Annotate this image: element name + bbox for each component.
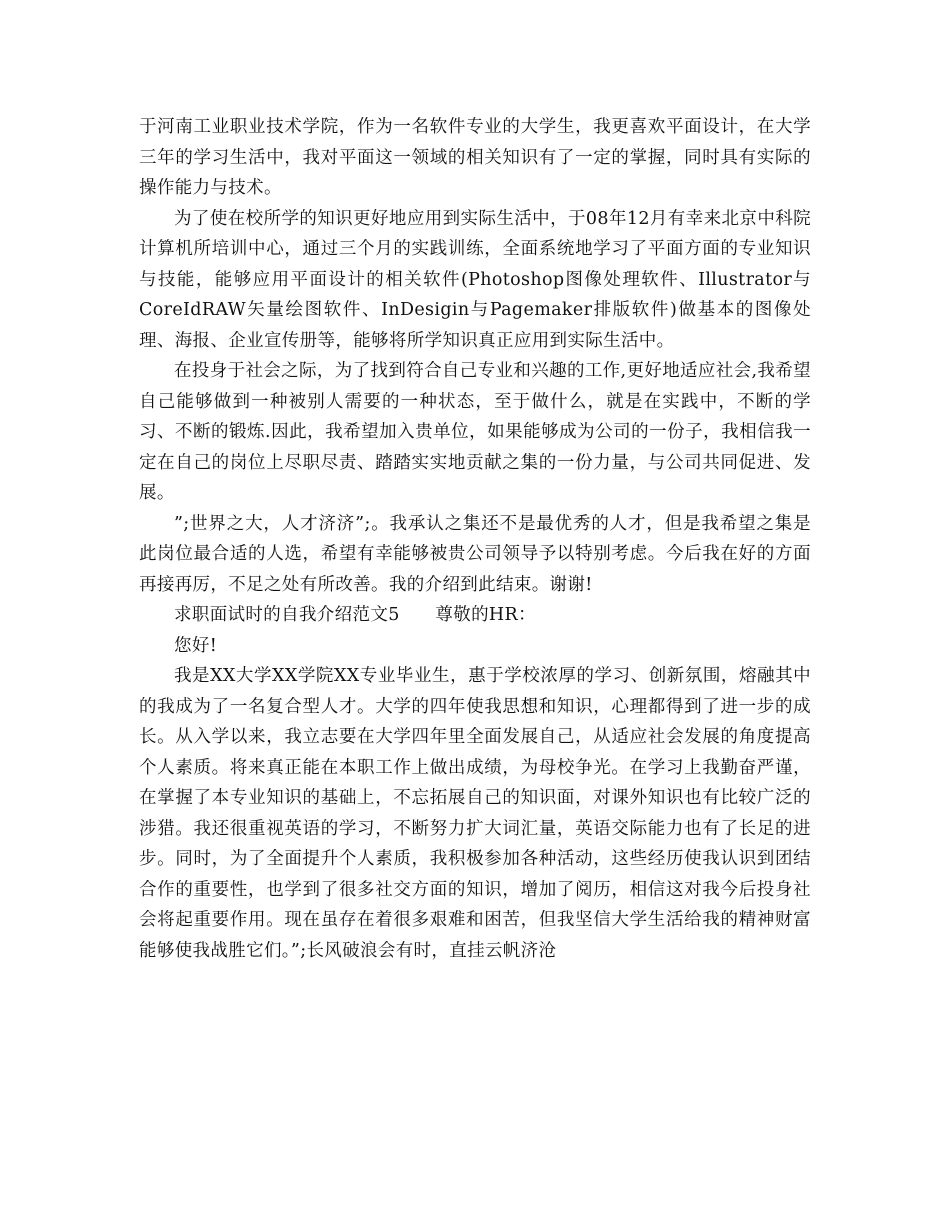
paragraph-intro-continued: 于河南工业职业技术学院，作为一名软件专业的大学生，我更喜欢平面设计，在大学三年的学习生活中，我对平面这一领域的相关知识有了一定的掌握，同时具有实际的操作能力与技术。 bbox=[139, 117, 811, 198]
paragraph-self-introduction: 我是XX大学XX学院XX专业毕业生，惠于学校浓厚的学习、创新氛围，熔融其中的我成为了一名复合型人才。大学的四年使我思想和知识，心理都得到了进一步的成长。从入学以来，我立志要在大学四年里全面发展自己，从适应社会发展的角度提高个人素质。将来真正能在本职工作上做出成绩，为母校争光。在学习上我勤奋严谨，在掌握了本专业知识的基础上，不忘拓展自己的知识面，对课外知识也有比较广泛的涉猎。我还很重视英语的学习，不断努力扩大词汇量，英语交际能力也有了长足的进步。同时，为了全面提升个人素质，我积极参加各种活动，这些经历使我认识到团结合作的重要性，也学到了很多社交方面的知识，增加了阅历，相信这对我今后投身社会将起重要作用。现在虽存在着很多艰难和困苦，但我坚信大学生活给我的精神财富能够使我战胜它们。”;长风破浪会有时，直挂云帆济沧 bbox=[139, 666, 811, 961]
section-heading: 求职面试时的自我介绍范文5 尊敬的HR： bbox=[174, 605, 536, 625]
paragraph-closing: ”;世界之大，人才济济”;。我承认之集还不是最优秀的人才，但是我希望之集是此岗位最合适的人选，希望有幸能够被贵公司领导予以特别考虑。今后我在好的方面再接再厉，不足之处有所改善。我的介绍到此结束。谢谢! bbox=[139, 513, 811, 595]
paragraph-career-goal: 在投身于社会之际，为了找到符合自己专业和兴趣的工作,更好地适应社会,我希望自己能够做到一种被别人需要的一种状态，至于做什么，就是在实践中，不断的学习、不断的锻炼.因此，我希望加入贵单位，如果能够成为公司的一份子，我相信我一定在自己的岗位上尽职尽责、踏踏实实地贡献之集的一份力量，与公司共同促进、发展。 bbox=[139, 361, 811, 503]
document-body bbox=[139, 112, 811, 966]
paragraph-training: 为了使在校所学的知识更好地应用到实际生活中，于08年12月有幸来北京中科院计算机所培训中心，通过三个月的实践训练，全面系统地学习了平面方面的专业知识与技能，能够应用平面设计的相关软件(Photoshop图像处理软件、Illustrator与CoreIdRAW矢量绘图软件、InDesigin与Pagemaker排版软件)做基本的图像处理、海报、企业宣传册等，能够将所学知识真正应用到实际生活中。 bbox=[139, 208, 811, 351]
greeting: 您好! bbox=[174, 635, 218, 656]
